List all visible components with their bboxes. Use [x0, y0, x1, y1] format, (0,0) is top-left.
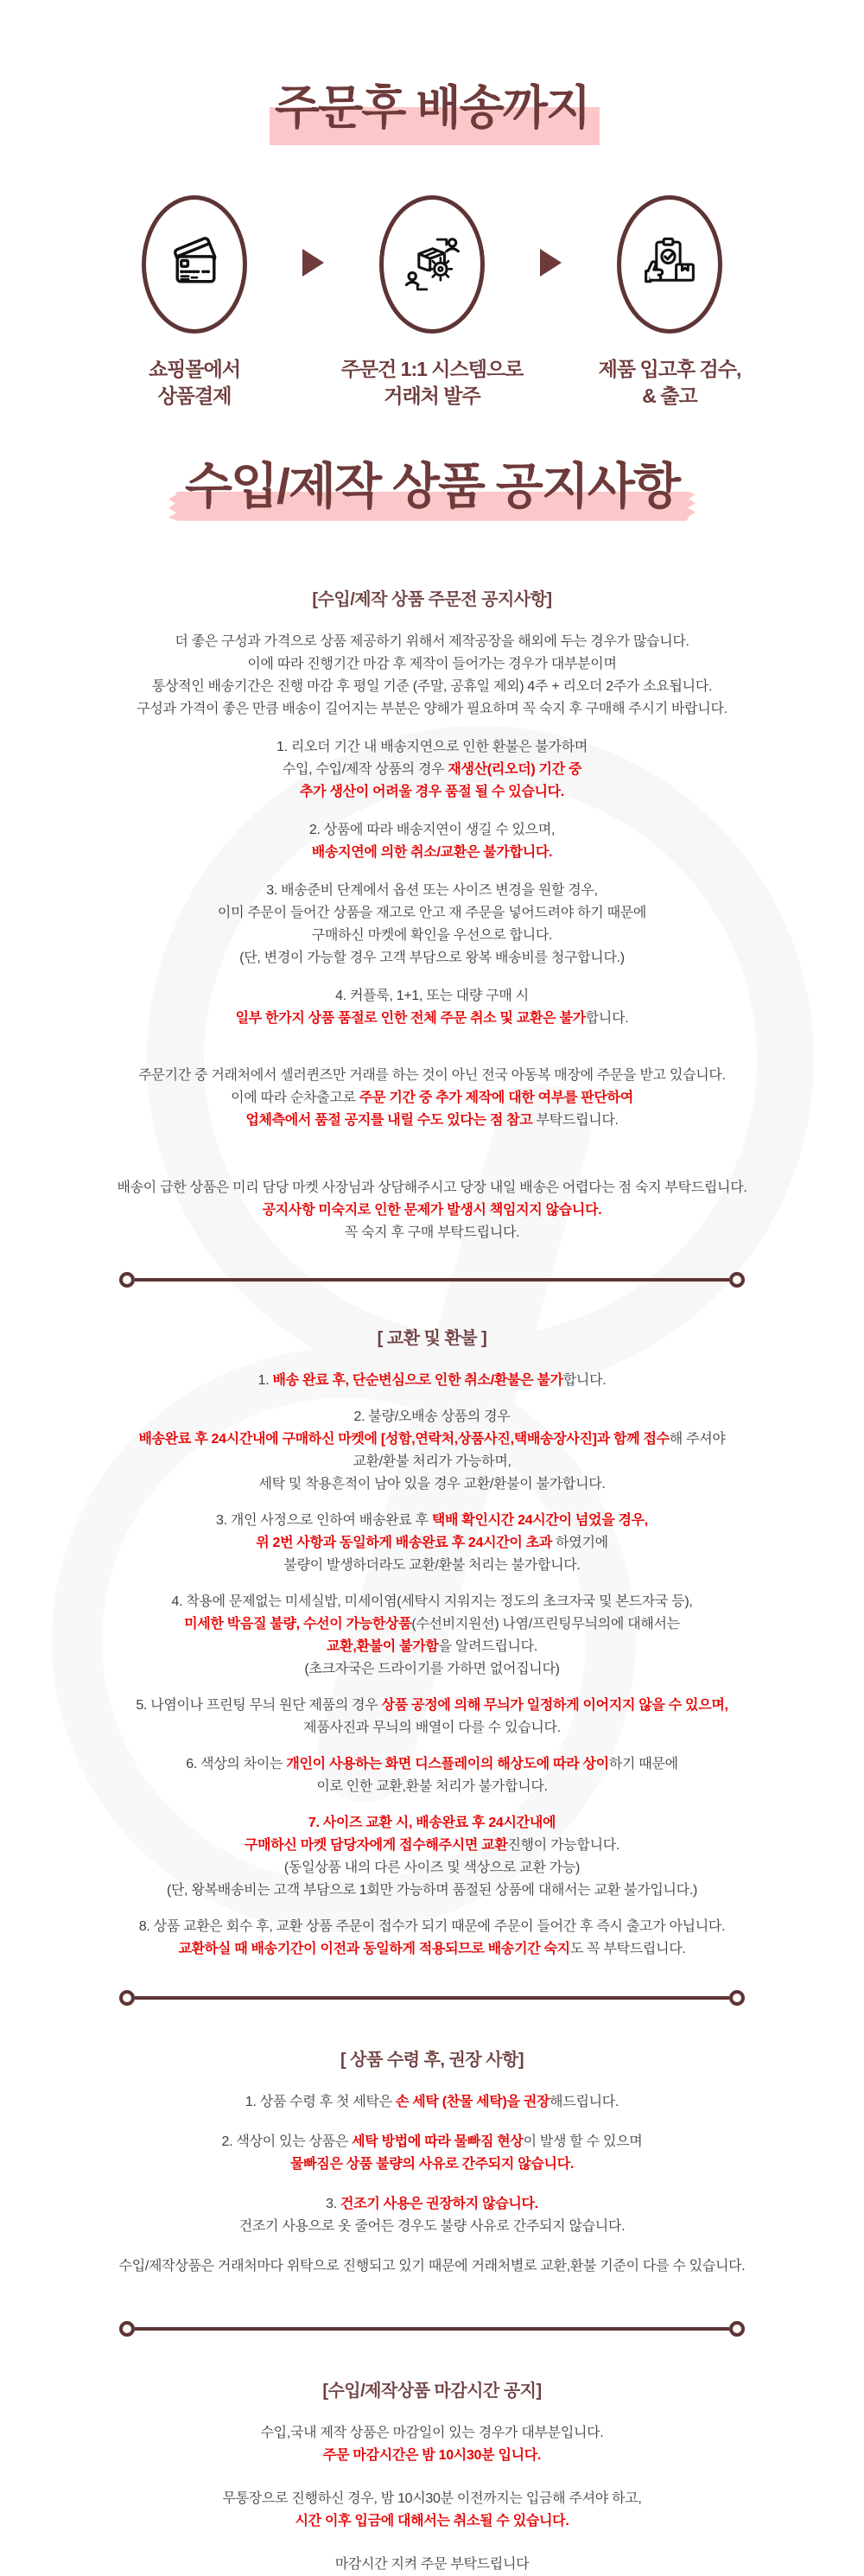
notice-block — [0, 985, 864, 1030]
order-system-icon — [399, 232, 465, 297]
section-pre-order-notice — [0, 585, 864, 1244]
notice-block — [0, 1406, 864, 1496]
notice-block — [0, 2193, 864, 2238]
divider-line — [135, 1278, 729, 1282]
arrow-right-icon — [540, 249, 562, 277]
notice-block — [0, 1510, 864, 1577]
notice-line: 주문 마감시간은 밤 10시30분 입니다. — [322, 2447, 542, 2463]
notice-line: (초크자국은 드라이기를 가하면 없어집니다) — [304, 1661, 560, 1676]
notice-line: 시간 이후 입금에 대해서는 취소될 수 있습니다. — [295, 2513, 569, 2528]
notice-line: 배송완료 후 24시간내에 구매하신 마켓에 [성함,연락처,상품사진,택배송장사진]과 함께 접수해 주셔야 — [138, 1431, 726, 1447]
notice-line: 1. 배송 완료 후, 단순변심으로 인한 취소/환불은 불가합니다. — [257, 1372, 607, 1388]
notice-block — [0, 1695, 864, 1740]
notice-line: 2. 색상이 있는 상품은 세탁 방법에 따라 물빠짐 현상이 발생 할 수 있으며 — [221, 2134, 643, 2149]
notice-line: 꼭 숙지 후 구매 부탁드립니다. — [344, 1224, 520, 1240]
divider-end-ring — [729, 1990, 745, 2006]
notice-line: 교환,환불이 불가함을 알려드립니다. — [327, 1638, 537, 1654]
section-header: [수입/제작상품 마감시간 공지] — [322, 2381, 542, 2401]
notice-line: 수입/제작상품은 거래처마다 위탁으로 진행되고 있기 때문에 거래처별로 교환,환불 기준이 다를 수 있습니다. — [118, 2258, 746, 2274]
step-inspection — [562, 195, 778, 410]
section-care-recommendations — [0, 2045, 864, 2278]
page-title-text: 주문후 배송까지 — [274, 82, 590, 134]
section-divider — [119, 1272, 745, 1288]
notice-line: 주문기간 중 거래처에서 셀러퀸즈만 거래를 하는 것이 아닌 전국 아동복 매장에 주문을 받고 있습니다. — [138, 1067, 726, 1083]
section-order-deadline — [0, 2376, 864, 2576]
label-line: & 출고 — [642, 385, 697, 408]
notice-block — [0, 1370, 864, 1392]
section-divider — [119, 2321, 745, 2337]
label-line: 상품결제 — [157, 385, 232, 408]
notice-title-text: 수입/제작 상품 공지사항 — [184, 459, 680, 515]
notice-line: (단, 변경이 가능할 경우 고객 부담으로 왕복 배송비를 청구합니다.) — [239, 950, 625, 965]
label-line: 제품 입고후 검수, — [598, 358, 741, 381]
divider-end-ring — [119, 2321, 135, 2337]
notice-line: 더 좋은 구성과 가격으로 상품 제공하기 위해서 제작공장을 해외에 두는 경우가 많습니다. — [175, 633, 689, 649]
notice-block — [0, 1916, 864, 1961]
step-circle — [617, 195, 722, 334]
notice-line: 업체측에서 품절 공지를 내릴 수도 있다는 점 참고 부탁드립니다. — [245, 1112, 619, 1128]
section-header: [ 상품 수령 후, 권장 사항] — [340, 2050, 524, 2070]
notice-line: 이미 주문이 들어간 상품을 재고로 안고 재 주문을 넣어드려야 하기 때문에 — [217, 905, 647, 920]
step-label — [86, 356, 302, 410]
inspection-icon — [637, 232, 702, 297]
step-payment — [86, 195, 302, 410]
notice-line: 수입, 수입/제작 상품의 경우 재생산(리오더) 기간 중 — [282, 761, 582, 777]
notice-line: 배송지연에 의한 취소/교환은 불가합니다. — [311, 844, 553, 860]
notice-line: 2. 불량/오배송 상품의 경우 — [353, 1409, 511, 1424]
step-circle — [142, 195, 247, 334]
notice-line: 제품사진과 무늬의 배열이 다를 수 있습니다. — [303, 1720, 561, 1735]
notice-line: 3. 배송준비 단계에서 옵션 또는 사이즈 변경을 원할 경우, — [266, 882, 598, 898]
notice-line: 미세한 박음질 불량, 수선이 가능한상품(수선비지원선) 나염/프린팅무늬의에 대해서는 — [184, 1616, 680, 1631]
notice-block — [0, 1591, 864, 1681]
notice-block — [0, 819, 864, 864]
notice-line: 3. 개인 사정으로 인하여 배송완료 후 택배 확인시간 24시간이 넘었을 경우, — [216, 1512, 648, 1528]
notice-block — [0, 2488, 864, 2533]
label-line: 주문건 1:1 시스템으로 — [340, 358, 524, 381]
section-body — [0, 631, 864, 1244]
divider-end-ring — [729, 1272, 745, 1288]
section-header: [수입/제작 상품 주문전 공지사항] — [312, 589, 552, 609]
section-body — [0, 2091, 864, 2278]
notice-line: 배송이 급한 상품은 미리 담당 마켓 사장님과 상담해주시고 당장 내일 배송은 어렵다는 점 숙지 부탁드립니다. — [117, 1180, 747, 1195]
notice-line: 1. 리오더 기간 내 배송지연으로 인한 환불은 불가하며 — [276, 739, 588, 754]
divider-end-ring — [729, 2321, 745, 2337]
step-label — [562, 356, 778, 410]
notice-line: 마감시간 지켜 주문 부탁드립니다 — [334, 2556, 530, 2572]
notice-line: 1. 상품 수령 후 첫 세탁은 손 세탁 (찬물 세탁)을 권장해드립니다. — [245, 2094, 619, 2109]
notice-block — [0, 2554, 864, 2576]
notice-line: 교환하실 때 배송기간이 이전과 동일하게 적용되므로 배송기간 숙지도 꼭 부탁드립니다. — [178, 1941, 686, 1956]
notice-block — [0, 880, 864, 970]
notice-line: 구매하신 마켓에 확인을 우선으로 합니다. — [311, 927, 553, 943]
label-line: 쇼핑몰에서 — [148, 358, 241, 381]
section-divider — [119, 1990, 745, 2006]
notice-line: 건조기 사용으로 옷 줄어든 경우도 불량 사유로 간주되지 않습니다. — [238, 2218, 626, 2234]
notice-line: 불량이 발생하더라도 교환/환불 처리는 불가합니다. — [283, 1557, 581, 1573]
notice-line: 세탁 및 착용흔적이 남아 있을 경우 교환/환불이 불가합니다. — [258, 1476, 606, 1492]
notice-block — [0, 2422, 864, 2467]
divider-line — [135, 2327, 729, 2331]
step-order-system — [324, 195, 540, 410]
notice-block — [0, 1812, 864, 1902]
notice-line: 통상적인 배송기간은 진행 마감 후 평일 기준 (주말, 공휴일 제외) 4주 + 리오더 2주가 소요됩니다. — [151, 678, 713, 694]
notice-line: 4. 커플룩, 1+1, 또는 대량 구매 시 — [335, 988, 529, 1003]
notice-block — [0, 1177, 864, 1244]
notice-line: 물빠짐은 상품 불량의 사유로 간주되지 않습니다. — [290, 2156, 574, 2172]
notice-block — [0, 631, 864, 721]
credit-card-icon — [162, 232, 227, 297]
divider-line — [135, 1996, 729, 2000]
notice-line: 일부 한가지 상품 품절로 인한 전체 주문 취소 및 교환은 불가합니다. — [235, 1010, 629, 1026]
notice-line: 이에 따라 진행기간 마감 후 제작이 들어가는 경우가 대부분이며 — [247, 656, 617, 671]
notice-block — [0, 2255, 864, 2278]
notice-line: (동일상품 내의 다른 사이즈 및 색상으로 교환 가능) — [283, 1860, 581, 1875]
notice-line: 무통장으로 진행하신 경우, 밤 10시30분 이전까지는 입금해 주셔야 하고, — [222, 2490, 642, 2506]
step-circle — [379, 195, 485, 334]
divider-end-ring — [119, 1272, 135, 1288]
notice-line: 2. 상품에 따라 배송지연이 생길 수 있으며, — [308, 822, 556, 837]
notice-block — [0, 1065, 864, 1132]
section-exchange-refund — [0, 1324, 864, 1961]
notice-line: 위 2번 사항과 동일하게 배송완료 후 24시간이 초과 하였기에 — [256, 1535, 608, 1550]
notice-line: 7. 사이즈 교환 시, 배송완료 후 24시간내에 — [308, 1815, 556, 1830]
step-label — [324, 356, 540, 410]
notice-line: 5. 나염이나 프린팅 무늬 원단 제품의 경우 상품 공정에 의해 무늬가 일정하게 이어지지 않을 수 있으며, — [136, 1697, 728, 1713]
section-body — [0, 1370, 864, 1961]
notice-line: 교환/환불 처리가 가능하며, — [353, 1453, 511, 1469]
notice-line: 이에 따라 순차출고로 주문 기간 중 추가 제작에 대한 여부를 판단하여 — [231, 1090, 633, 1105]
divider-end-ring — [119, 1990, 135, 2006]
notice-line: 8. 상품 교환은 회수 후, 교환 상품 주문이 접수가 되기 때문에 주문이 들어간 후 즉시 출고가 아닙니다. — [138, 1918, 726, 1934]
notice-block — [0, 1753, 864, 1798]
label-line: 거래처 발주 — [384, 385, 480, 408]
notice-line: 추가 생산이 어려울 경우 품절 될 수 있습니다. — [300, 784, 564, 799]
notice-line: 수입,국내 제작 상품은 마감일이 있는 경우가 대부분입니다. — [260, 2425, 604, 2440]
page-title — [275, 81, 589, 135]
notice-line: 공지사항 미숙지로 인한 문제가 발생시 책임지지 않습니다. — [262, 1202, 602, 1218]
notice-line: (단, 왕복배송비는 고객 부담으로 1회만 가능하며 품절된 상품에 대해서는 교환 불가입니다.) — [166, 1882, 698, 1898]
arrow-right-icon — [302, 249, 324, 277]
section-body — [0, 2422, 864, 2576]
notice-line: 4. 착용에 문제없는 미세실밥, 미세이염(세탁시 지워지는 정도의 초크자국 및 본드자국 등), — [171, 1593, 693, 1609]
notice-line: 구성과 가격이 좋은 만큼 배송이 길어지는 부분은 양해가 필요하며 꼭 숙지 후 구매해 주시기 바랍니다. — [137, 701, 727, 716]
notice-line: 3. 건조기 사용은 권장하지 않습니다. — [326, 2196, 538, 2211]
notice-line: 이로 인한 교환,환불 처리가 불가합니다. — [316, 1778, 548, 1794]
section-header: [ 교환 및 환불 ] — [377, 1328, 487, 1348]
notice-block — [0, 2131, 864, 2176]
notice-block — [0, 2091, 864, 2114]
notice-block — [0, 736, 864, 804]
notice-line: 구매하신 마켓 담당자에게 접수해주시면 교환진행이 가능합니다. — [244, 1837, 620, 1853]
order-process-steps — [0, 195, 864, 410]
notice-line: 6. 색상의 차이는 개인이 사용하는 화면 디스플레이의 해상도에 따라 상이하기 때문에 — [186, 1756, 678, 1771]
notice-section-title — [185, 460, 679, 514]
